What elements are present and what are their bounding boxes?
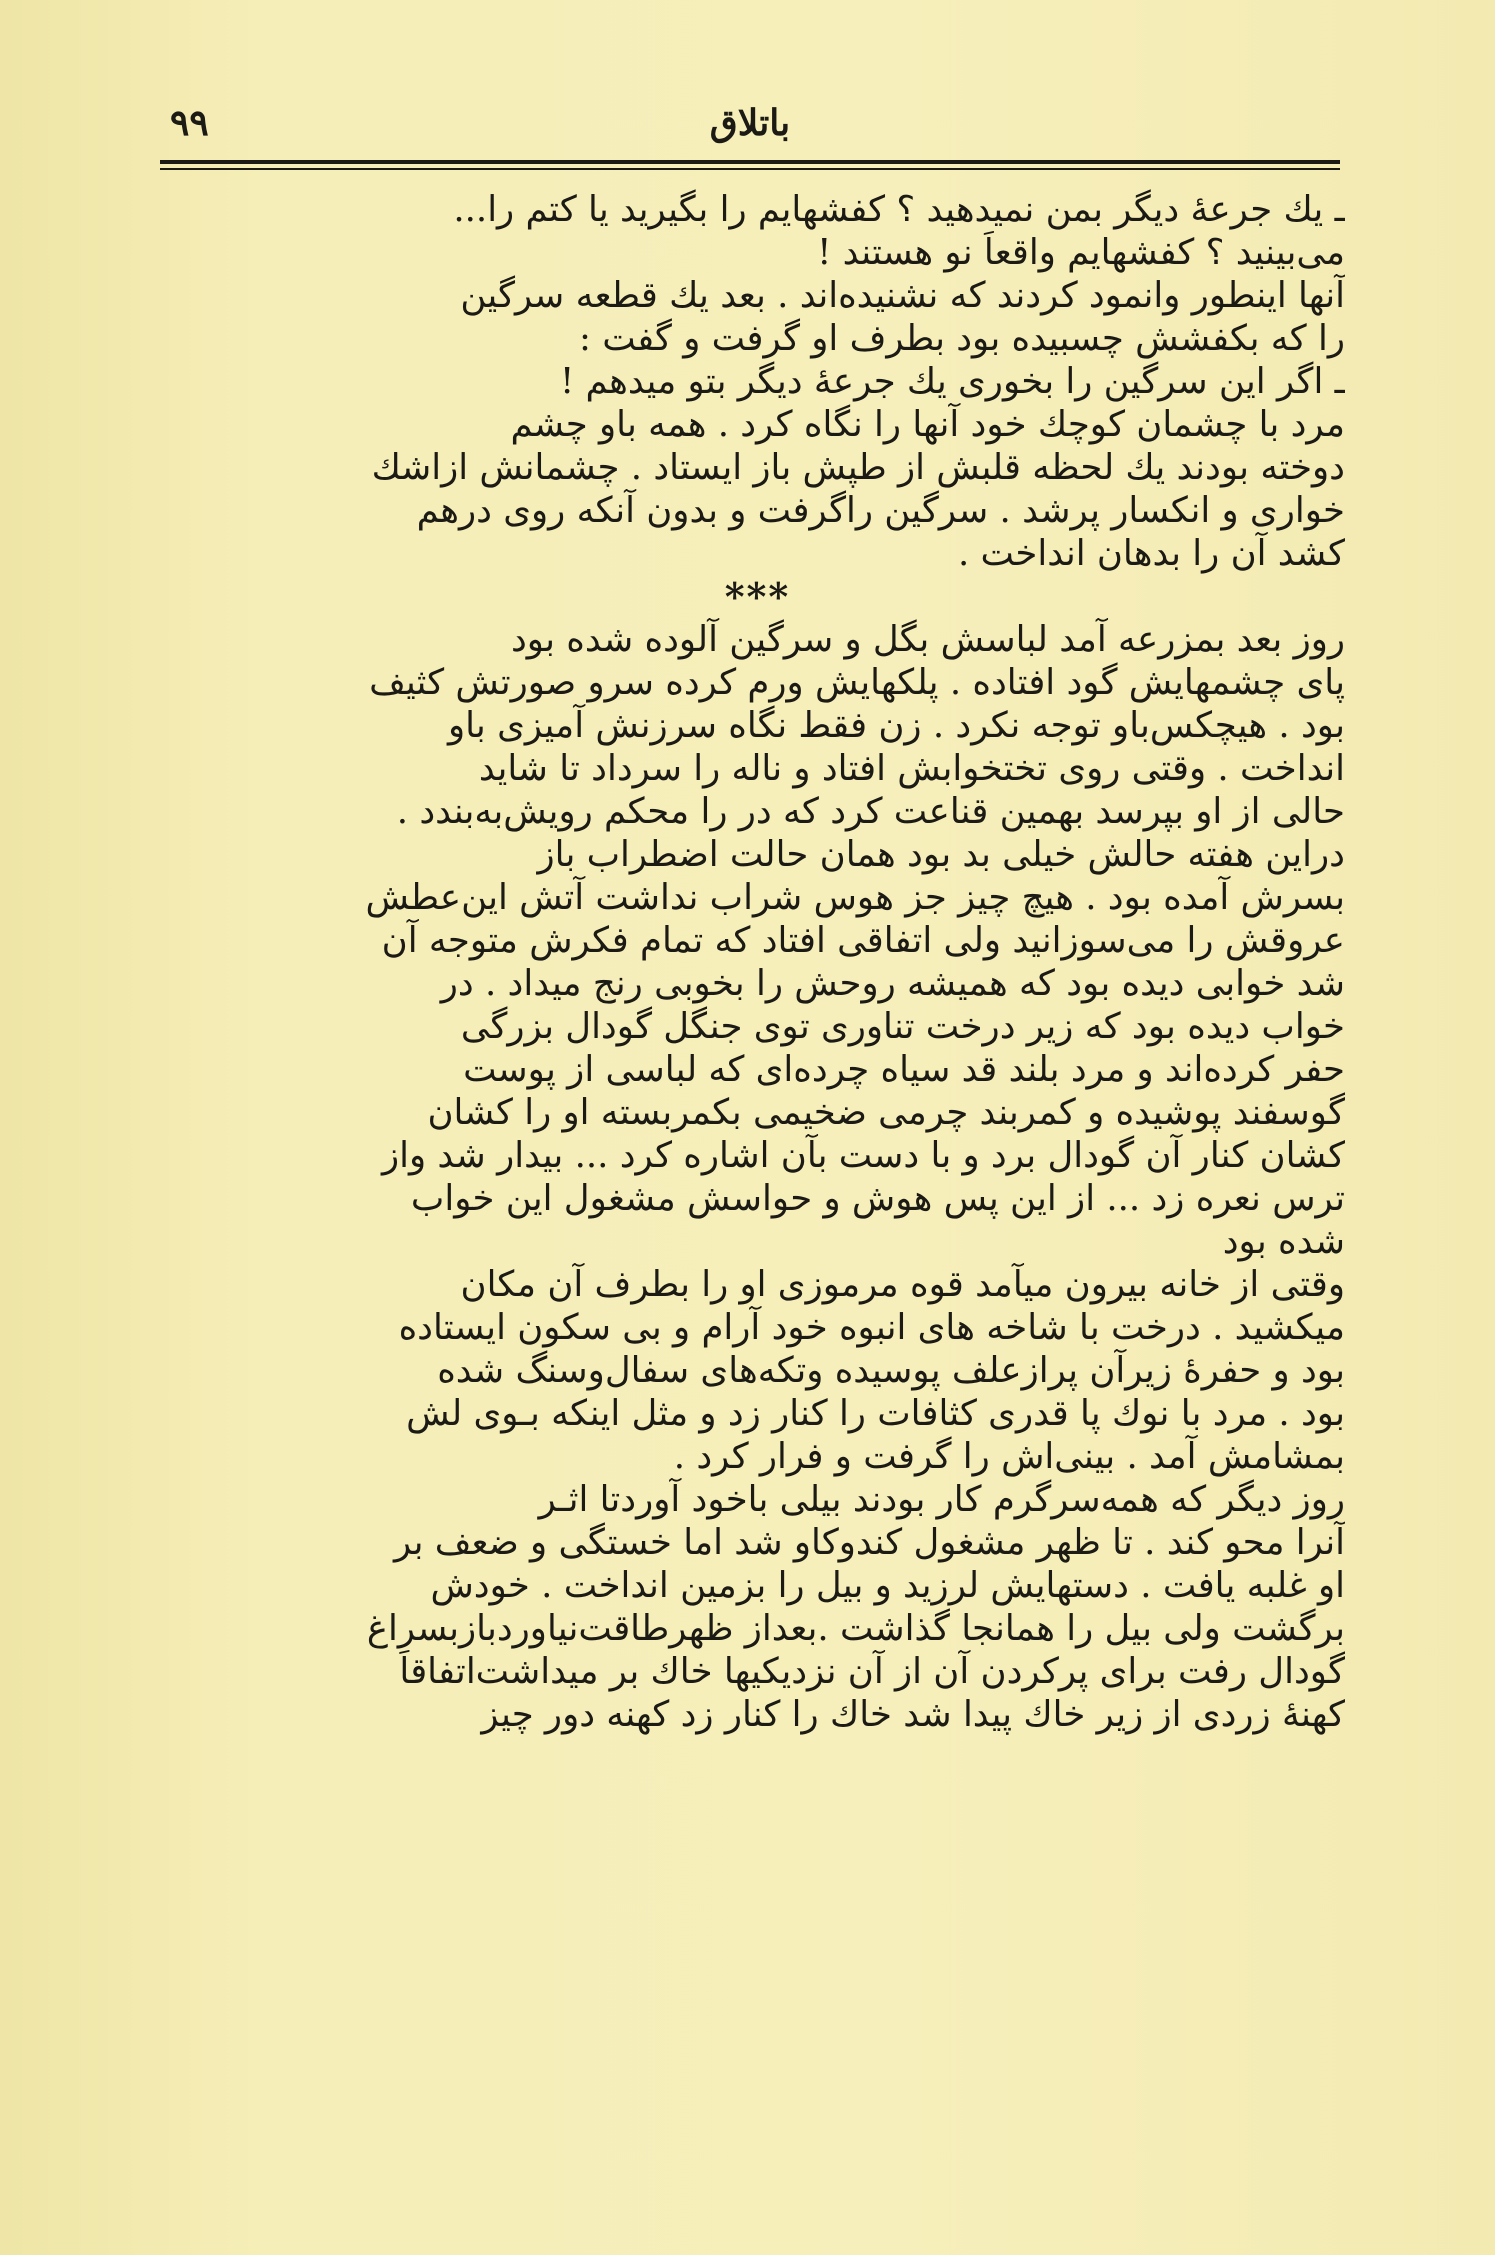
running-title: باتلاق [709, 102, 791, 144]
text-line: حالى از او بپرسد بهمين قناعت كرد كه در را محكم رويش‌به‌بندد . [396, 791, 1345, 832]
text-line: ـ اگر اين سرگين را بخورى يك جرعهٔ ديگر بتو ميدهم ! [559, 361, 1345, 402]
text-line: بود . مرد با نوك پا قدرى كثافات را كنار زد و مثل اينكه بـوى لش [406, 1393, 1345, 1434]
text-line: كشان كنار آن گودال برد و با دست بآن اشاره كرد ... بيدار شد واز [381, 1135, 1345, 1176]
text-line: بود . هيچكس‌باو توجه نكرد . زن فقط نگاه سرزنش آميزى باو [447, 705, 1345, 746]
text-line: پاى چشمهايش گود افتاده . پلكهايش ورم كرده سرو صورتش كثيف [369, 662, 1345, 703]
text-line: گودال رفت براى پركردن آن از آن نزديكيها خاك بر ميداشت‌اتفاقاً [399, 1651, 1345, 1692]
text-line: دوخته بودند يك لحظه قلبش از طپش باز ايستاد . چشمانش ازاشك [371, 447, 1345, 488]
text-line: ترس نعره زد ... از اين پس هوش و حواسش مشغول اين خواب [410, 1178, 1345, 1219]
text-line: ميكشيد . درخت با شاخه هاى انبوه خود آرام و بى سكون ايستاده [398, 1307, 1345, 1348]
text-line: آنرا محو كند . تا ظهر مشغول كندوكاو شد اما خستگى و ضعف بر [393, 1522, 1345, 1563]
text-line: بسرش آمده بود . هيچ چيز جز هوس شراب نداشت آتش اين‌عطش [365, 877, 1345, 918]
text-line: خواب ديده بود كه زير درخت تناورى توى جنگل گودال بزرگى [460, 1006, 1345, 1047]
text-line: آنها اينطور وانمود كردند كه نشنيده‌اند . بعد يك قطعه سرگين [460, 275, 1345, 316]
text-line: برگشت ولى بيل را همانجا گذاشت .بعداز ظهرطاقت‌نياوردبازبسراغ [366, 1608, 1345, 1649]
text-line: انداخت . وقتى روى تختخوابش افتاد و ناله را سرداد تا شايد [478, 748, 1345, 789]
text-line: شد خوابى ديده بود كه هميشه روحش را بخوبى رنج ميداد . در [440, 963, 1345, 1004]
text-line: خوارى و انكسار پرشد . سرگين راگرفت و بدون آنكه روى درهم [416, 490, 1345, 531]
header-rule-thick [160, 160, 1340, 164]
page-header [160, 102, 1340, 162]
text-line: را كه بكفشش چسبيده بود بطرف او گرفت و گفت : [579, 318, 1345, 359]
text-line: كهنهٔ زردى از زير خاك پيدا شد خاك را كنار زد كهنه دور چيز [481, 1694, 1345, 1735]
body-text [170, 188, 1345, 1736]
text-line: بمشامش آمد . بينى‌اش را گرفت و فرار كرد . [673, 1436, 1345, 1477]
text-line: روز ديگر كه همه‌سرگرم كار بودند بيلى باخود آوردتا اثـر [538, 1479, 1345, 1520]
text-line: كشد آن را بدهان انداخت . [957, 533, 1345, 574]
page-number: ۹۹ [170, 102, 209, 144]
text-line: گوسفند پوشيده و كمربند چرمى ضخيمى بكمربسته او را كشان [427, 1092, 1345, 1133]
text-line: ـ يك جرعهٔ ديگر بمن نميدهيد ؟ كفشهايم را بگيريد يا كتم را... [453, 189, 1345, 230]
text-line: روز بعد بمزرعه آمد لباسش بگل و سرگين آلوده شده بود [510, 619, 1345, 660]
text-line: حفر كرده‌اند و مرد بلند قد سياه چرده‌اى كه لباسى از پوست [463, 1049, 1345, 1090]
section-break: *** [724, 574, 791, 619]
text-line: مرد با چشمان كوچك خود آنها را نگاه كرد . همه باو چشم [510, 404, 1345, 445]
text-line: بود و حفرهٔ زيرآن پرازعلف پوسيده وتكه‌هاى سفال‌وسنگ شده [437, 1350, 1345, 1391]
text-line: او غلبه يافت . دستهايش لرزيد و بيل را بزمين انداخت . خودش [430, 1565, 1345, 1606]
text-line: شده بود [1222, 1221, 1345, 1262]
text-line: مى‌بينيد ؟ كفشهايم واقعاً نو هستند ! [817, 232, 1345, 273]
text-line: عروقش را مى‌سوزانيد ولى اتفاقى افتاد كه تمام فكرش متوجه آن [381, 920, 1345, 961]
header-rule-thin [160, 168, 1340, 170]
text-line: دراين هفته حالش خيلى بد بود همان حالت اضطراب باز [537, 834, 1345, 875]
text-line: وقتى از خانه بيرون ميآمد قوه مرموزى او را بطرف آن مكان [460, 1264, 1345, 1305]
